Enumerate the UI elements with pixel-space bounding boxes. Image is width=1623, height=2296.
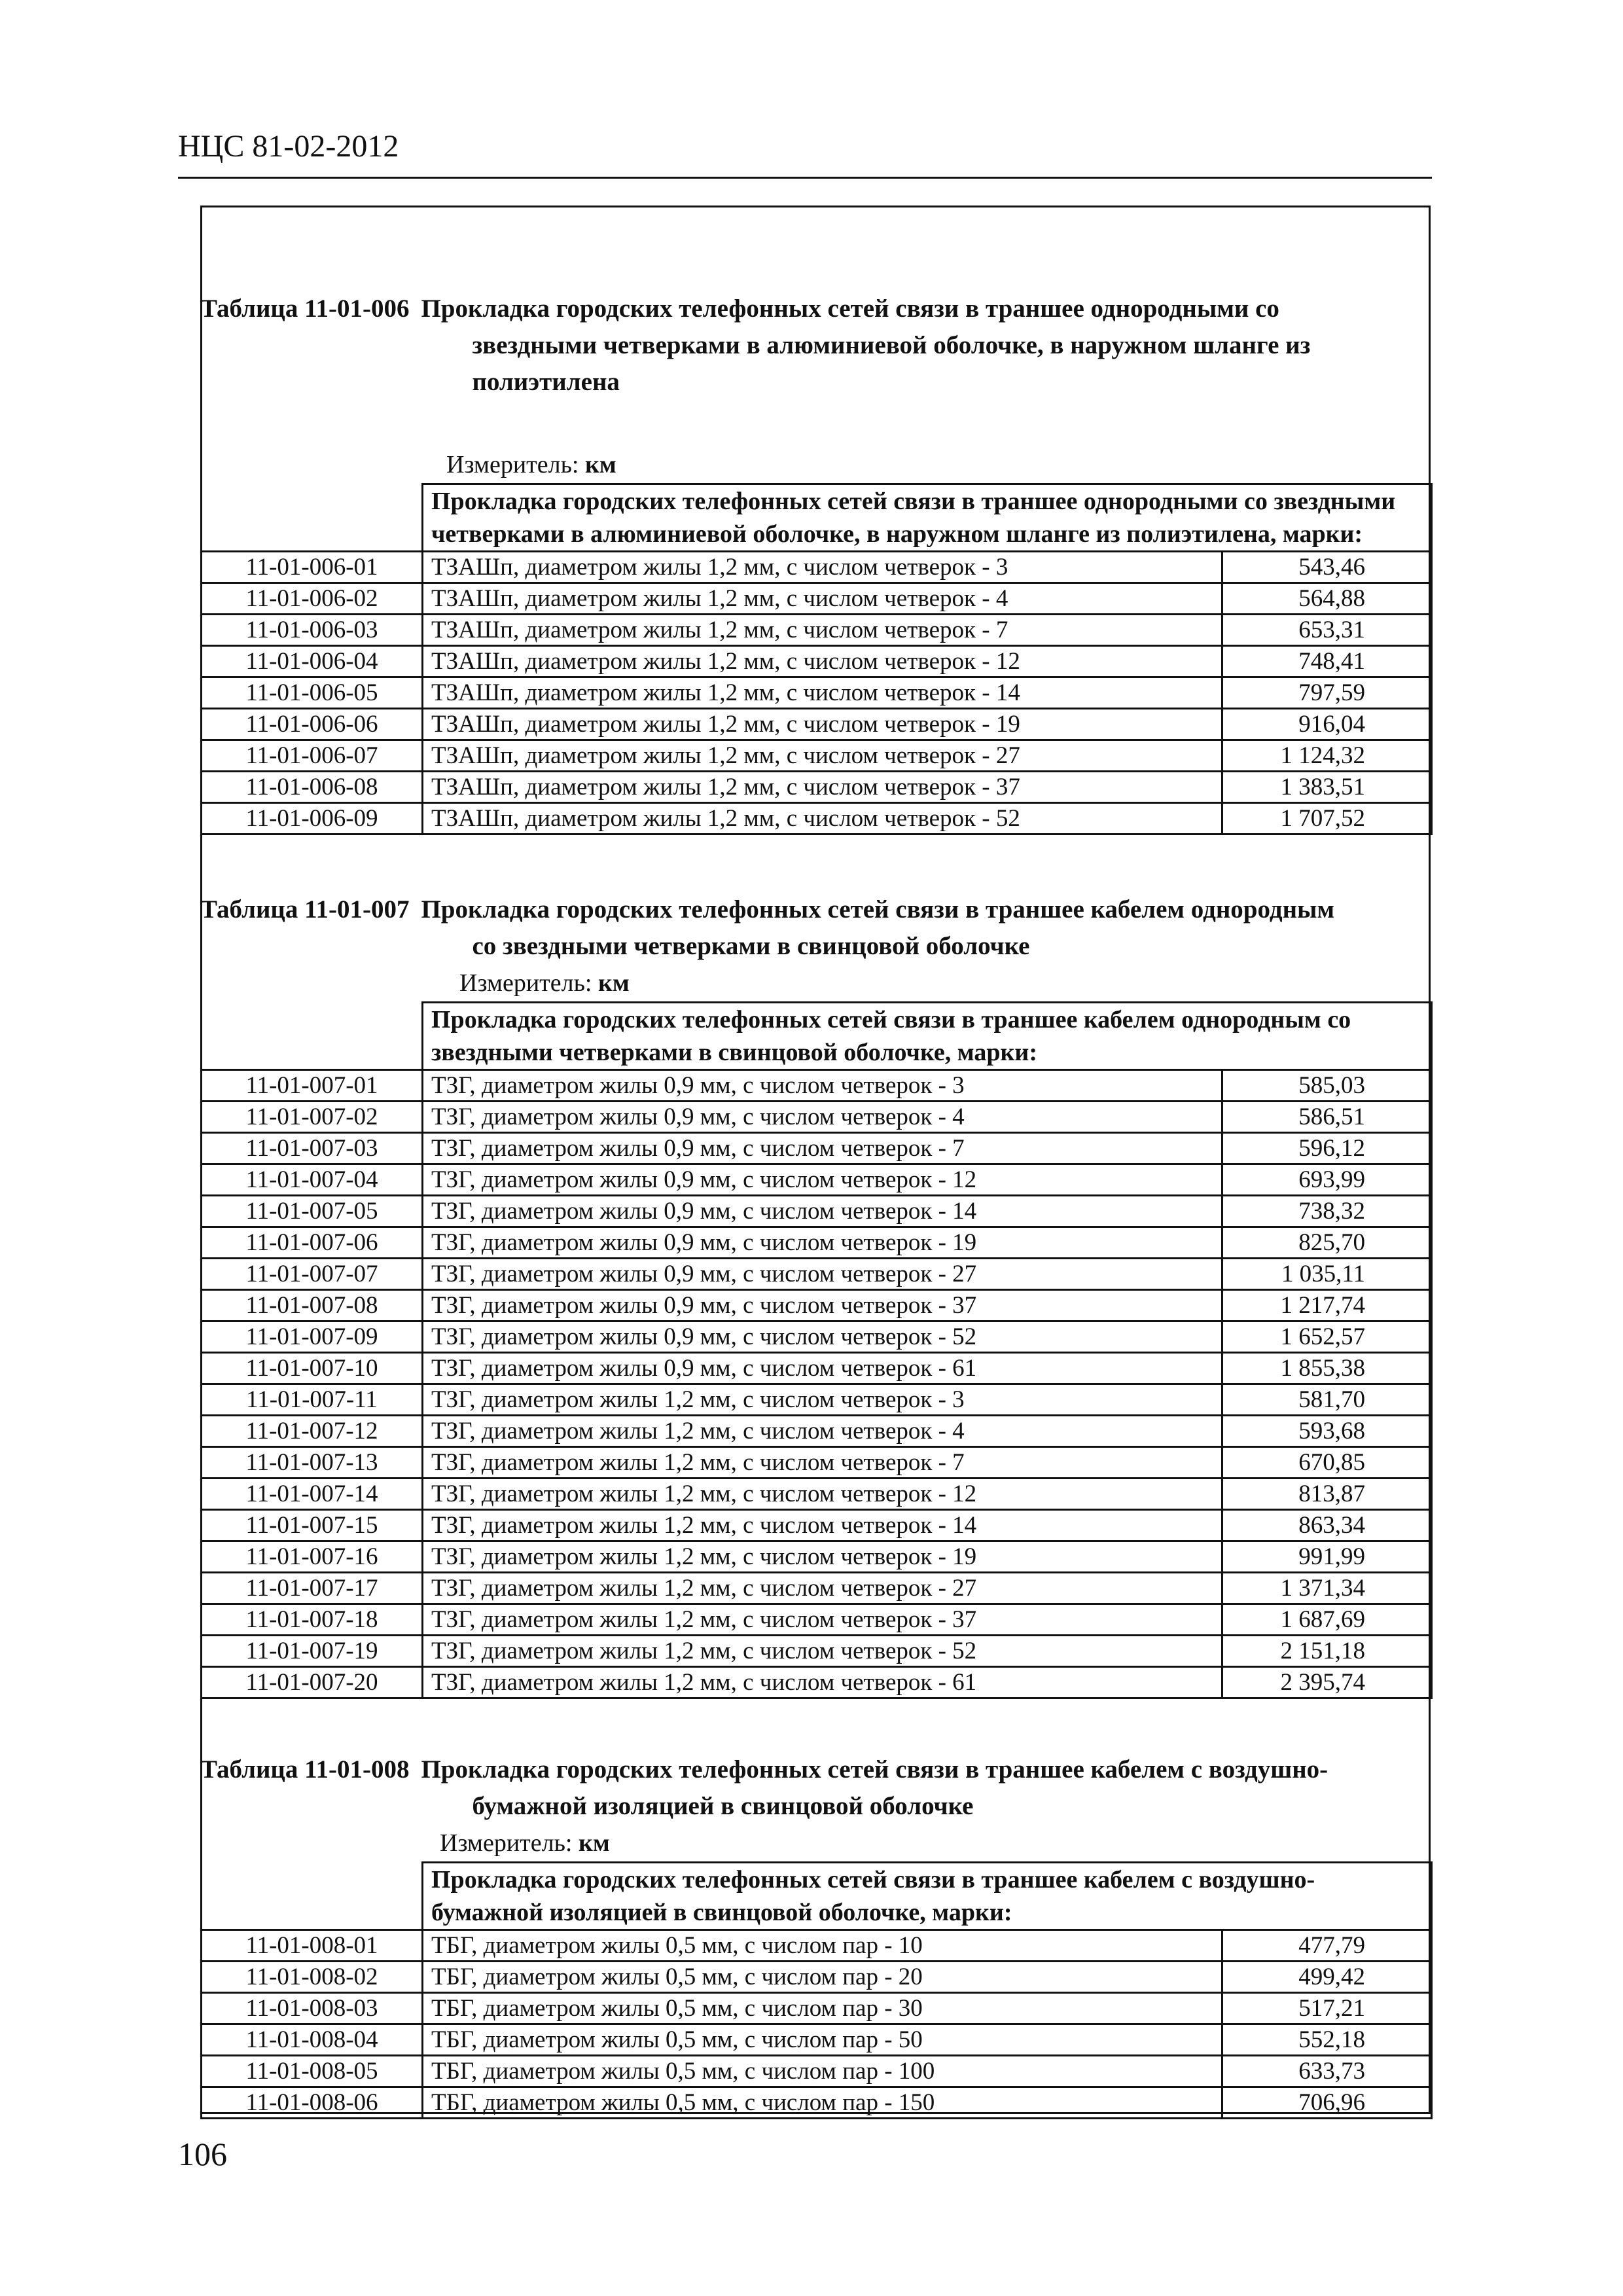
rate-description: ТЗАШп, диаметром жилы 1,2 мм, с числом четверок - 4 bbox=[423, 583, 1222, 615]
rate-code: 11-01-007-16 bbox=[202, 1541, 423, 1573]
table-row bbox=[202, 1479, 1432, 1510]
rate-value: 2 151,18 bbox=[1222, 1636, 1432, 1667]
rate-value: 596,12 bbox=[1222, 1133, 1432, 1164]
table-subheader-row bbox=[202, 484, 1432, 552]
table-title-line: Прокладка городских телефонных сетей связи в траншее однородными со bbox=[421, 295, 1279, 323]
table-row bbox=[202, 1416, 1432, 1447]
rate-description: ТЗГ, диаметром жилы 1,2 мм, с числом четверок - 12 bbox=[423, 1479, 1222, 1510]
rate-description: ТЗГ, диаметром жилы 1,2 мм, с числом четверок - 27 bbox=[423, 1573, 1222, 1604]
rate-code: 11-01-008-06 bbox=[202, 2087, 423, 2119]
rate-description: ТЗГ, диаметром жилы 0,9 мм, с числом четверок - 12 bbox=[423, 1164, 1222, 1196]
rate-description: ТБГ, диаметром жилы 0,5 мм, с числом пар - 150 bbox=[423, 2087, 1222, 2119]
table-row bbox=[202, 677, 1432, 709]
rate-description: ТЗГ, диаметром жилы 0,9 мм, с числом четверок - 14 bbox=[423, 1196, 1222, 1227]
rate-value: 670,85 bbox=[1222, 1447, 1432, 1479]
table-title-continuation: звездными четверками в алюминиевой оболочке, в наружном шланге из полиэтилена bbox=[472, 331, 1311, 396]
empty-cell bbox=[202, 1863, 423, 1930]
rate-code: 11-01-008-04 bbox=[202, 2024, 423, 2056]
rate-description: ТЗГ, диаметром жилы 0,9 мм, с числом четверок - 7 bbox=[423, 1133, 1222, 1164]
rates-table bbox=[200, 1001, 1433, 1699]
rate-description: ТБГ, диаметром жилы 0,5 мм, с числом пар - 20 bbox=[423, 1962, 1222, 1993]
rate-value: 693,99 bbox=[1222, 1164, 1432, 1196]
table-row bbox=[202, 1636, 1432, 1667]
rate-value: 991,99 bbox=[1222, 1541, 1432, 1573]
rate-value: 1 371,34 bbox=[1222, 1573, 1432, 1604]
rate-description: ТЗГ, диаметром жилы 0,9 мм, с числом четверок - 4 bbox=[423, 1102, 1222, 1133]
table-subheader-row bbox=[202, 1003, 1432, 1070]
measure-line bbox=[200, 1825, 1431, 1861]
rate-description: ТЗГ, диаметром жилы 0,9 мм, с числом четверок - 19 bbox=[423, 1227, 1222, 1259]
measure-label: Измеритель: bbox=[459, 969, 592, 997]
table-subheader: Прокладка городских телефонных сетей связи в траншее кабелем с воздушно-бумажной изоляцией в свинцовой оболочке, марки: bbox=[423, 1863, 1432, 1930]
rate-code: 11-01-007-20 bbox=[202, 1667, 423, 1698]
rate-code: 11-01-007-05 bbox=[202, 1196, 423, 1227]
measure-label: Измеритель: bbox=[440, 1829, 573, 1857]
rate-code: 11-01-006-03 bbox=[202, 615, 423, 646]
table-title bbox=[200, 891, 1431, 965]
rates-table bbox=[200, 1861, 1433, 2119]
measure-line bbox=[200, 446, 1431, 483]
rate-value: 653,31 bbox=[1222, 615, 1432, 646]
table-row bbox=[202, 1604, 1432, 1636]
rate-code: 11-01-007-14 bbox=[202, 1479, 423, 1510]
table-block-11-01-006 bbox=[200, 291, 1431, 835]
rate-description: ТЗГ, диаметром жилы 0,9 мм, с числом четверок - 27 bbox=[423, 1259, 1222, 1290]
table-row bbox=[202, 1667, 1432, 1698]
rate-value: 1 217,74 bbox=[1222, 1290, 1432, 1321]
table-row bbox=[202, 1133, 1432, 1164]
rate-code: 11-01-007-15 bbox=[202, 1510, 423, 1541]
table-subheader-row bbox=[202, 1863, 1432, 1930]
rate-code: 11-01-007-11 bbox=[202, 1384, 423, 1416]
rate-description: ТЗАШп, диаметром жилы 1,2 мм, с числом четверок - 12 bbox=[423, 646, 1222, 677]
rate-value: 1 124,32 bbox=[1222, 740, 1432, 772]
table-row bbox=[202, 1447, 1432, 1479]
rate-value: 633,73 bbox=[1222, 2056, 1432, 2087]
table-title-line: Прокладка городских телефонных сетей связи в траншее кабелем с воздушно- bbox=[421, 1755, 1329, 1784]
table-label: Таблица 11-01-008 bbox=[200, 1755, 410, 1784]
rate-description: ТЗАШп, диаметром жилы 1,2 мм, с числом четверок - 52 bbox=[423, 803, 1222, 834]
table-row bbox=[202, 646, 1432, 677]
table-title-continuation: бумажной изоляцией в свинцовой оболочке bbox=[472, 1792, 974, 1820]
table-row bbox=[202, 1962, 1432, 1993]
table-row bbox=[202, 709, 1432, 740]
table-block-11-01-007 bbox=[200, 891, 1431, 1699]
rate-description: ТЗГ, диаметром жилы 1,2 мм, с числом четверок - 37 bbox=[423, 1604, 1222, 1636]
rate-code: 11-01-006-08 bbox=[202, 772, 423, 803]
table-row bbox=[202, 583, 1432, 615]
rate-description: ТЗАШп, диаметром жилы 1,2 мм, с числом четверок - 7 bbox=[423, 615, 1222, 646]
table-row bbox=[202, 2087, 1432, 2119]
rate-code: 11-01-007-03 bbox=[202, 1133, 423, 1164]
rate-description: ТЗАШп, диаметром жилы 1,2 мм, с числом четверок - 19 bbox=[423, 709, 1222, 740]
table-row bbox=[202, 1541, 1432, 1573]
table-row bbox=[202, 772, 1432, 803]
rate-value: 586,51 bbox=[1222, 1102, 1432, 1133]
rate-value: 1 035,11 bbox=[1222, 1259, 1432, 1290]
table-label: Таблица 11-01-006 bbox=[200, 295, 410, 323]
rate-code: 11-01-007-13 bbox=[202, 1447, 423, 1479]
rate-description: ТЗГ, диаметром жилы 1,2 мм, с числом четверок - 52 bbox=[423, 1636, 1222, 1667]
rates-table bbox=[200, 483, 1433, 835]
table-row bbox=[202, 1102, 1432, 1133]
rate-description: ТБГ, диаметром жилы 0,5 мм, с числом пар - 50 bbox=[423, 2024, 1222, 2056]
rate-code: 11-01-008-01 bbox=[202, 1930, 423, 1962]
rate-code: 11-01-007-17 bbox=[202, 1573, 423, 1604]
rate-value: 1 707,52 bbox=[1222, 803, 1432, 834]
table-label: Таблица 11-01-007 bbox=[200, 895, 410, 924]
rate-code: 11-01-007-19 bbox=[202, 1636, 423, 1667]
rate-code: 11-01-008-03 bbox=[202, 1993, 423, 2024]
table-row bbox=[202, 1321, 1432, 1353]
rate-value: 748,41 bbox=[1222, 646, 1432, 677]
rate-value: 1 687,69 bbox=[1222, 1604, 1432, 1636]
rate-code: 11-01-007-12 bbox=[202, 1416, 423, 1447]
rate-value: 517,21 bbox=[1222, 1993, 1432, 2024]
rate-code: 11-01-007-08 bbox=[202, 1290, 423, 1321]
table-row bbox=[202, 1070, 1432, 1102]
measure-unit: км bbox=[579, 1829, 610, 1857]
rate-value: 581,70 bbox=[1222, 1384, 1432, 1416]
table-subheader: Прокладка городских телефонных сетей связи в траншее однородными со звездными четверками в алюминиевой оболочке, в наружном шланге из полиэтилена, марки: bbox=[423, 484, 1432, 552]
table-row bbox=[202, 552, 1432, 583]
rate-value: 564,88 bbox=[1222, 583, 1432, 615]
rate-code: 11-01-007-10 bbox=[202, 1353, 423, 1384]
document-code: НЦС 81-02-2012 bbox=[178, 129, 399, 164]
table-row bbox=[202, 803, 1432, 834]
table-title-continuation: со звездными четверками в свинцовой оболочке bbox=[472, 932, 1030, 960]
header-rule bbox=[178, 177, 1432, 179]
measure-label: Измеритель: bbox=[446, 451, 579, 478]
rate-code: 11-01-008-05 bbox=[202, 2056, 423, 2087]
rate-value: 1 652,57 bbox=[1222, 1321, 1432, 1353]
table-row bbox=[202, 615, 1432, 646]
table-subheader: Прокладка городских телефонных сетей связи в траншее кабелем однородным со звездными четверками в свинцовой оболочке, марки: bbox=[423, 1003, 1432, 1070]
table-row bbox=[202, 2024, 1432, 2056]
rate-description: ТЗГ, диаметром жилы 1,2 мм, с числом четверок - 7 bbox=[423, 1447, 1222, 1479]
rate-code: 11-01-006-09 bbox=[202, 803, 423, 834]
table-row bbox=[202, 1164, 1432, 1196]
table-row bbox=[202, 1259, 1432, 1290]
table-row bbox=[202, 1353, 1432, 1384]
rate-code: 11-01-007-06 bbox=[202, 1227, 423, 1259]
rate-code: 11-01-006-02 bbox=[202, 583, 423, 615]
table-title bbox=[200, 1751, 1431, 1825]
table-row bbox=[202, 1196, 1432, 1227]
rate-description: ТЗАШп, диаметром жилы 1,2 мм, с числом четверок - 3 bbox=[423, 552, 1222, 583]
empty-cell bbox=[202, 484, 423, 552]
rate-code: 11-01-007-02 bbox=[202, 1102, 423, 1133]
rate-code: 11-01-007-09 bbox=[202, 1321, 423, 1353]
table-title-line: Прокладка городских телефонных сетей связи в траншее кабелем однородным bbox=[421, 895, 1335, 924]
rate-value: 2 395,74 bbox=[1222, 1667, 1432, 1698]
rate-code: 11-01-006-06 bbox=[202, 709, 423, 740]
rate-code: 11-01-006-07 bbox=[202, 740, 423, 772]
rate-value: 863,34 bbox=[1222, 1510, 1432, 1541]
rate-value: 585,03 bbox=[1222, 1070, 1432, 1102]
table-title bbox=[200, 291, 1431, 401]
rate-code: 11-01-006-05 bbox=[202, 677, 423, 709]
table-row bbox=[202, 1930, 1432, 1962]
rate-description: ТЗГ, диаметром жилы 1,2 мм, с числом четверок - 61 bbox=[423, 1667, 1222, 1698]
rate-value: 797,59 bbox=[1222, 677, 1432, 709]
rate-value: 593,68 bbox=[1222, 1416, 1432, 1447]
rate-description: ТЗГ, диаметром жилы 1,2 мм, с числом четверок - 3 bbox=[423, 1384, 1222, 1416]
rate-value: 738,32 bbox=[1222, 1196, 1432, 1227]
rate-code: 11-01-007-07 bbox=[202, 1259, 423, 1290]
table-row bbox=[202, 740, 1432, 772]
table-row bbox=[202, 1290, 1432, 1321]
table-row bbox=[202, 1384, 1432, 1416]
rate-code: 11-01-007-04 bbox=[202, 1164, 423, 1196]
measure-line bbox=[200, 965, 1431, 1001]
measure-unit: км bbox=[585, 451, 616, 478]
table-row bbox=[202, 1227, 1432, 1259]
rate-description: ТЗГ, диаметром жилы 1,2 мм, с числом четверок - 14 bbox=[423, 1510, 1222, 1541]
rate-description: ТЗАШп, диаметром жилы 1,2 мм, с числом четверок - 27 bbox=[423, 740, 1222, 772]
rate-description: ТБГ, диаметром жилы 0,5 мм, с числом пар - 30 bbox=[423, 1993, 1222, 2024]
rate-description: ТЗГ, диаметром жилы 0,9 мм, с числом четверок - 52 bbox=[423, 1321, 1222, 1353]
measure-unit: км bbox=[598, 969, 630, 997]
rate-description: ТЗГ, диаметром жилы 1,2 мм, с числом четверок - 19 bbox=[423, 1541, 1222, 1573]
rate-value: 543,46 bbox=[1222, 552, 1432, 583]
rate-description: ТЗГ, диаметром жилы 0,9 мм, с числом четверок - 3 bbox=[423, 1070, 1222, 1102]
rate-value: 477,79 bbox=[1222, 1930, 1432, 1962]
table-row bbox=[202, 1993, 1432, 2024]
rate-code: 11-01-006-01 bbox=[202, 552, 423, 583]
rate-value: 552,18 bbox=[1222, 2024, 1432, 2056]
rate-code: 11-01-007-01 bbox=[202, 1070, 423, 1102]
page-number: 106 bbox=[178, 2136, 227, 2172]
rate-description: ТЗГ, диаметром жилы 1,2 мм, с числом четверок - 4 bbox=[423, 1416, 1222, 1447]
rate-value: 813,87 bbox=[1222, 1479, 1432, 1510]
rate-description: ТБГ, диаметром жилы 0,5 мм, с числом пар - 100 bbox=[423, 2056, 1222, 2087]
table-row bbox=[202, 1510, 1432, 1541]
rate-value: 1 383,51 bbox=[1222, 772, 1432, 803]
table-row bbox=[202, 1573, 1432, 1604]
rate-value: 499,42 bbox=[1222, 1962, 1432, 1993]
rate-value: 706,96 bbox=[1222, 2087, 1432, 2119]
rate-code: 11-01-006-04 bbox=[202, 646, 423, 677]
rate-description: ТЗГ, диаметром жилы 0,9 мм, с числом четверок - 61 bbox=[423, 1353, 1222, 1384]
rate-code: 11-01-008-02 bbox=[202, 1962, 423, 1993]
rate-value: 916,04 bbox=[1222, 709, 1432, 740]
table-block-11-01-008 bbox=[200, 1751, 1431, 2119]
rate-description: ТБГ, диаметром жилы 0,5 мм, с числом пар - 10 bbox=[423, 1930, 1222, 1962]
rate-value: 1 855,38 bbox=[1222, 1353, 1432, 1384]
rate-description: ТЗАШп, диаметром жилы 1,2 мм, с числом четверок - 37 bbox=[423, 772, 1222, 803]
rate-description: ТЗГ, диаметром жилы 0,9 мм, с числом четверок - 37 bbox=[423, 1290, 1222, 1321]
table-row bbox=[202, 2056, 1432, 2087]
rate-description: ТЗАШп, диаметром жилы 1,2 мм, с числом четверок - 14 bbox=[423, 677, 1222, 709]
empty-cell bbox=[202, 1003, 423, 1070]
rate-code: 11-01-007-18 bbox=[202, 1604, 423, 1636]
rate-value: 825,70 bbox=[1222, 1227, 1432, 1259]
